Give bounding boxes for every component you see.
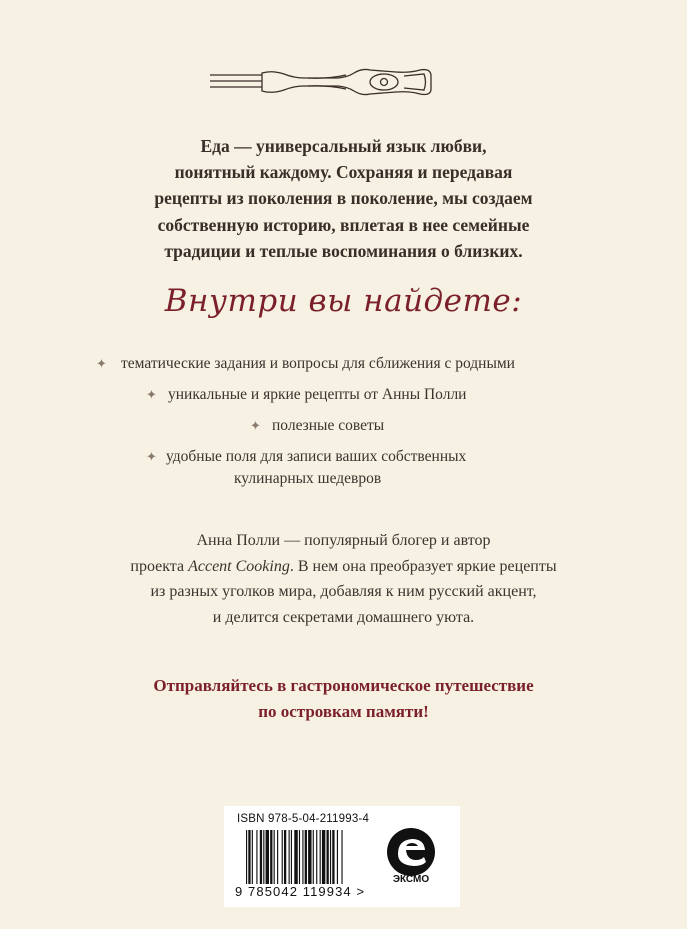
- cta-line: Отправляйтесь в гастрономическое путешествие: [153, 676, 534, 695]
- feature-text: полезные советы: [272, 417, 385, 434]
- feature-item: [96, 415, 616, 437]
- intro-text: [80, 133, 607, 264]
- fork-illustration: [208, 64, 434, 100]
- inside-heading: Внутри вы найдете:: [164, 283, 523, 319]
- barcode-bar: [308, 830, 311, 884]
- publisher-name: ЭКСМО: [392, 874, 430, 885]
- feature-item: [96, 353, 616, 375]
- barcode-bar: [263, 830, 264, 884]
- barcode-bar: [284, 830, 286, 884]
- barcode-bar: [252, 830, 253, 884]
- barcode-bar: [316, 830, 317, 884]
- about-text: проекта: [130, 557, 189, 575]
- barcode-bar: [266, 830, 269, 884]
- barcode-bar: [248, 830, 250, 884]
- intro-line: рецепты из поколения в поколение, мы создаем: [154, 188, 533, 209]
- cta-line: по островкам памяти!: [258, 701, 429, 721]
- intro-line: собственную историю, вплетая в нее семейные: [157, 214, 530, 235]
- barcode-bar: [256, 830, 257, 884]
- intro-line: понятный каждому. Сохраняя и передавая: [174, 162, 513, 183]
- barcode-bar: [291, 830, 292, 884]
- barcode-digits: 9 785042 119934 >: [235, 884, 366, 899]
- call-to-action: [60, 673, 627, 724]
- barcode-bar: [289, 830, 290, 884]
- features-list: [96, 353, 616, 499]
- project-name: Accent Cooking: [188, 557, 290, 575]
- barcode-bar: [322, 830, 325, 884]
- barcode-bar: [294, 830, 297, 884]
- about-line: из разных уголков мира, добавляя к ним русский акцент,: [150, 583, 537, 601]
- barcode-bar: [320, 830, 321, 884]
- barcode-bar: [282, 830, 283, 884]
- eksmo-logo-icon: [385, 826, 437, 878]
- sparkle-icon: ✦: [96, 356, 107, 371]
- about-line: Анна Полли — популярный блогер и автор: [196, 532, 491, 549]
- feature-text: уникальные и яркие рецепты от Анны Полли: [168, 386, 467, 403]
- barcode-bar: [337, 830, 338, 884]
- barcode-bar: [305, 830, 307, 884]
- feature-text: удобные поля для записи ваших собственных: [166, 448, 467, 465]
- barcode-bar: [332, 830, 334, 884]
- feature-text: кулинарных шедевров: [234, 470, 382, 487]
- intro-line: традиции и теплые воспоминания о близких.: [164, 240, 523, 261]
- barcode-bar: [330, 830, 331, 884]
- barcode-bar: [302, 830, 303, 884]
- barcode-bar: [274, 830, 275, 884]
- barcode-bar: [313, 830, 314, 884]
- barcode-bar: [277, 830, 278, 884]
- sparkle-icon: ✦: [146, 449, 157, 464]
- barcode-bar: [299, 830, 300, 884]
- barcode-bar: [260, 830, 262, 884]
- feature-text: тематические задания и вопросы для сближения с родными: [121, 355, 515, 372]
- barcode-bars: [246, 830, 372, 884]
- sparkle-icon: ✦: [146, 387, 157, 402]
- isbn-label: ISBN 978-5-04-211993-4: [237, 813, 370, 825]
- about-line: [60, 554, 627, 580]
- barcode-bar: [327, 830, 329, 884]
- about-line: и делится секретами домашнего уюта.: [212, 608, 475, 626]
- barcode-bar: [246, 830, 247, 884]
- feature-item: [96, 446, 616, 490]
- barcode-bar: [341, 830, 342, 884]
- sparkle-icon: ✦: [250, 418, 261, 433]
- intro-line: Еда — универсальный язык любви,: [200, 136, 487, 156]
- barcode-bar: [270, 830, 272, 884]
- about-text: . В нем она преобразует яркие рецепты: [289, 557, 557, 575]
- feature-item: [96, 384, 616, 406]
- author-description: [60, 528, 627, 630]
